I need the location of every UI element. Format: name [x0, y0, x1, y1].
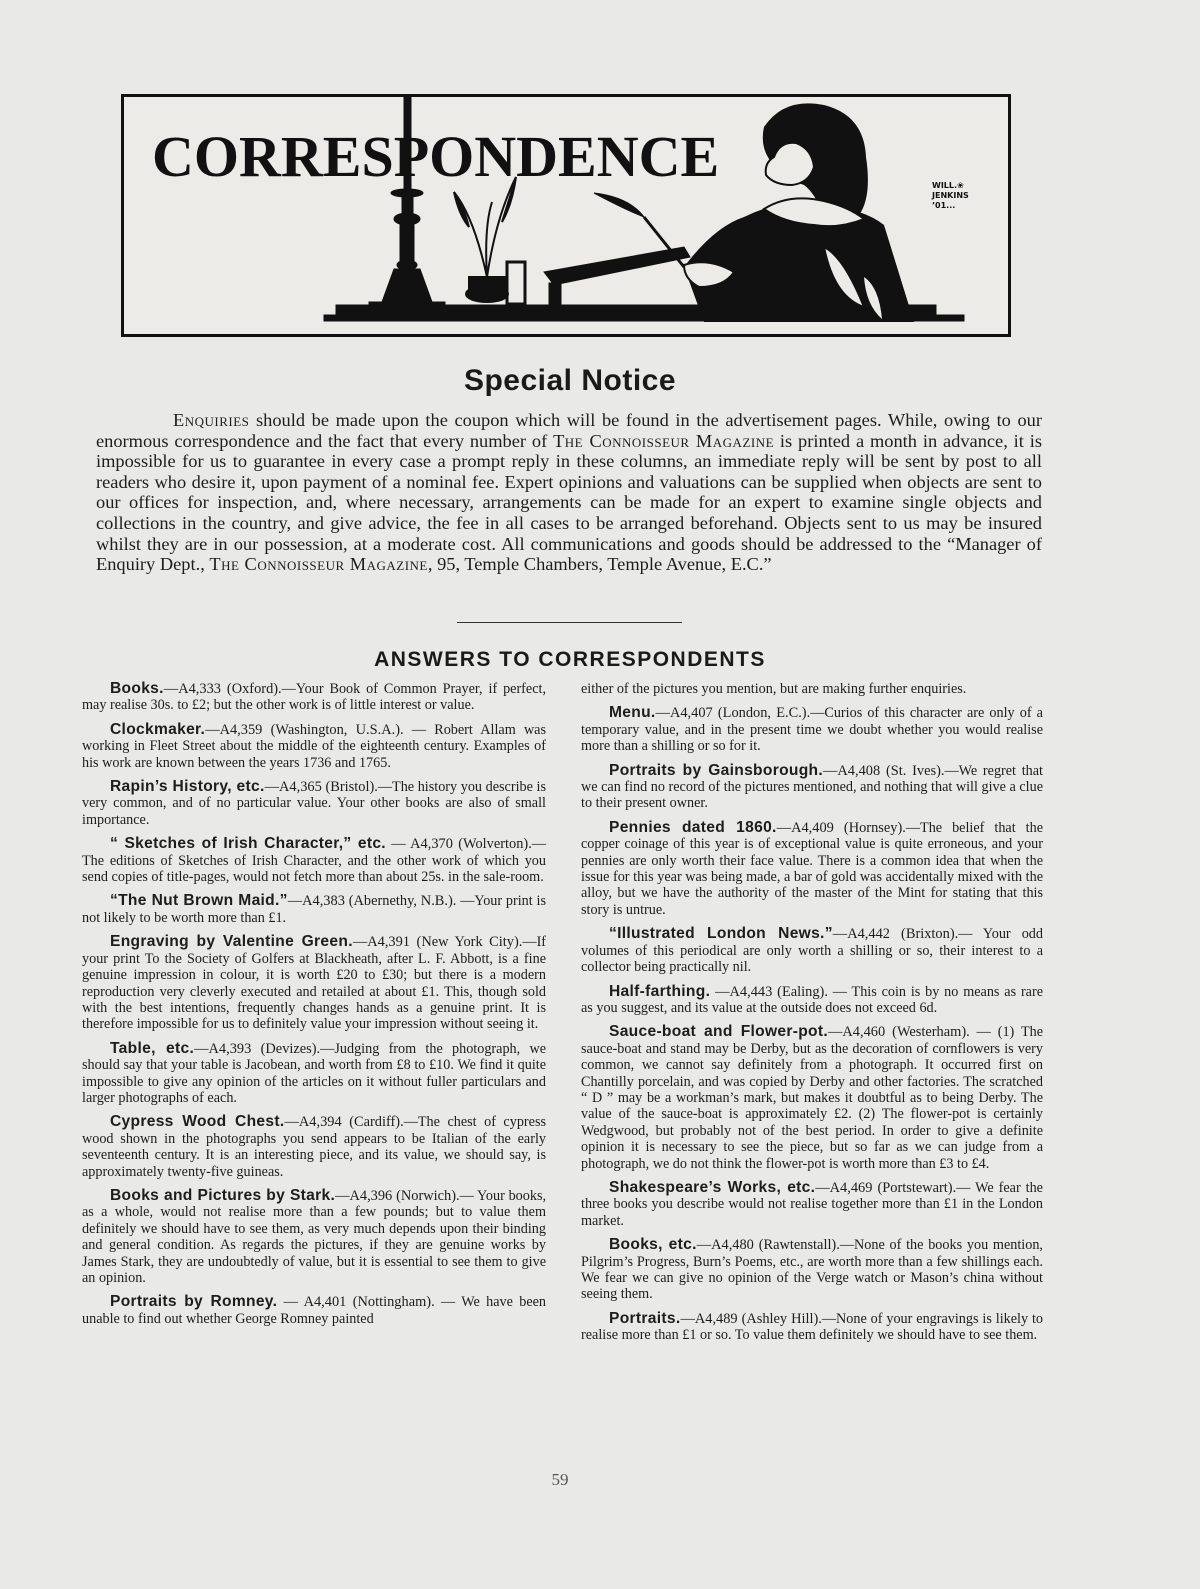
answer-reference: —A4,489 (Ashley Hill). — [680, 1310, 822, 1327]
answer-entry — [82, 836, 546, 885]
answer-body: — Your odd volumes of this periodical are only worth a shilling or so, their interest to a collector being practically nil. — [581, 926, 1043, 976]
answer-entry — [581, 820, 1043, 918]
answer-body: — (1) The sauce-boat and stand may be Derby, but as the decoration of cornflowers is very common, we cannot say definitely from a photograph. It occurred first on Chantilly porcelain, and was copied by Derby and other factories. The scratched “ D ” may be a workman’s mark, but makes it doubtful as to being Derby. The value of the sauce-boat is approximately £2. (2) The flower-pot is certainly Wedgwood, but probably not of the best period. In order to give a definite opinion it is necessary to see the piece, but so far as we can judge from a photograph, we do not think the flower-pot is worth more than £3 to £4. — [581, 1024, 1043, 1172]
answer-body: — Robert Allam was working in Fleet Street about the middle of the eighteenth century. Examples of his work are known between the years 1736 and 1765. — [82, 721, 547, 771]
magazine-name: The Connoisseur Magazine — [209, 554, 428, 575]
answer-reference: —A4,480 (Rawtenstall). — [696, 1237, 840, 1254]
notice-first-word: Enquiries — [173, 410, 250, 430]
answer-heading: Table, etc. — [110, 1039, 195, 1057]
answer-entry — [82, 1114, 546, 1180]
answer-body: —The editions of Sketches of Irish Character, and the other work of which you send copies of title-pages, would not fetch more than about 25s. in the sale-room. — [82, 836, 546, 886]
answers-left-column — [82, 681, 546, 1335]
answer-heading: “ Sketches of Irish Character,” etc. — [110, 835, 386, 853]
answer-heading: Books. — [110, 680, 164, 697]
answer-reference: —A4,409 (Hornsey). — [776, 819, 906, 836]
answer-reference: —A4,469 (Portstewart). — [815, 1179, 957, 1196]
answer-body: —Curios of this character are only of a temporary value, and in the present time we doubt whether you would realise more than a shilling or so for it. — [581, 705, 1043, 755]
answer-heading: Portraits by Romney. — [110, 1293, 278, 1311]
answer-reference: —A4,394 (Cardiff). — [284, 1114, 404, 1131]
answer-body: —The belief that the copper coinage of this year is of exceptional value is quite erroneous, and your pennies are only worth their face value. There is a common idea that when the issue for this year was being made, a bar of gold was accidentally mixed with the alloy, but we have the authority of the master of the Mint for stating that this story is untrue. — [581, 819, 1043, 918]
answer-entry — [82, 893, 546, 926]
answer-reference: —A4,460 (Westerham). — [828, 1024, 970, 1041]
answer-reference: —A4,391 (New York City). — [352, 934, 523, 951]
answer-heading: Portraits by Gainsborough. — [609, 761, 824, 779]
answer-reference: —A4,442 (Brixton). — [832, 926, 959, 943]
notice-text-part: is printed a month in advance, it is impossible for us to guarantee in every case a prompt reply in these columns, an immediate reply will be sent by post to all readers who desire it, upon payment of a nominal fee. Expert opinions and valuations can be supplied when objects are sent to our offices for inspection, and, where necessary, arrangements can be made for an expert to examine single objects and collections in the country, and give advice, the fee in all cases to be arranged beforehand. Objects sent to us may be insured whilst they are in our possession, at a moderate cost. All communications and goods should be addressed to the “Manager of Enquiry Dept., — [96, 430, 1043, 575]
answers-title: ANSWERS TO CORRESPONDENTS — [374, 648, 766, 671]
answer-reference: —A4,383 (Abernethy, N.B.). — [287, 893, 457, 910]
small-jar-icon — [507, 262, 525, 304]
answer-entry — [82, 722, 546, 771]
answer-body: — We fear the three books you describe would not realise together more than £1 in the London market. — [581, 1179, 1043, 1229]
answer-body: —The chest of cypress wood shown in the photographs you send appears to be Italian of the early seventeenth century. It is an interesting piece, and its value, we should say, is approximately twenty-five guineas. — [82, 1114, 546, 1180]
answer-entry — [581, 926, 1043, 975]
answer-heading: Engraving by Valentine Green. — [110, 933, 353, 951]
magazine-name: The Connoisseur Magazine — [553, 430, 775, 451]
answer-heading: Clockmaker. — [110, 720, 206, 738]
answer-heading: “Illustrated London News.” — [609, 925, 833, 943]
correspondence-banner — [121, 94, 1011, 337]
special-notice-text — [96, 410, 1042, 575]
answer-entry — [581, 1237, 1043, 1303]
answer-heading: Books and Pictures by Stark. — [110, 1186, 336, 1204]
answer-entry — [82, 1041, 546, 1107]
answer-reference: —A4,393 (Devizes). — [194, 1040, 321, 1057]
answer-entry — [82, 934, 546, 1032]
answer-body: — This coin is by no means as rare as you suggest, and its value at the outside does not exceed 6d. — [581, 983, 1043, 1016]
answer-reference: —A4,333 (Oxford). — [163, 681, 282, 697]
answer-heading: “The Nut Brown Maid.” — [110, 892, 288, 910]
answer-heading: Portraits. — [609, 1309, 681, 1327]
answer-body: — We have been unable to find out whether George Romney painted — [82, 1294, 547, 1327]
answer-body: —Judging from the photograph, we should say that your table is Jacobean, and worth from £8 to £10. We find it quite impossible to give any opinion of the articles on it without fuller particulars and larger photographs of each. — [82, 1040, 547, 1106]
answer-body: —We regret that we can find no record of the pictures mentioned, and nothing that will give a clue to their present owner. — [581, 762, 1043, 812]
answer-reference: —A4,359 (Washington, U.S.A.). — [205, 721, 404, 738]
answer-entry — [581, 1024, 1043, 1172]
answer-reference: —A4,407 (London, E.C.). — [655, 705, 811, 722]
answer-heading: Half-farthing. — [609, 982, 711, 1000]
continued-entry: either of the pictures you mention, but are making further enquiries. — [581, 681, 967, 697]
answer-entry — [82, 1188, 546, 1286]
answers-right-column — [581, 681, 1043, 1352]
answer-heading: Menu. — [609, 704, 656, 722]
answer-heading: Cypress Wood Chest. — [110, 1113, 285, 1131]
page-number: 59 — [551, 1470, 569, 1489]
answer-reference: — A4,401 (Nottingham). — [277, 1294, 435, 1311]
artist-signature: WILL.❀ JENKINS ’01... — [932, 181, 969, 210]
answer-heading: Books, etc. — [609, 1236, 697, 1254]
notice-text-part: should be made upon the coupon which will be found in the advertisement pages. While, owing to our enormous correspondence and the fact that every number of — [96, 410, 1042, 451]
answer-body: —Your print is not likely to be worth more than £1. — [82, 893, 546, 926]
answer-reference: —A4,365 (Bristol). — [264, 779, 378, 796]
answer-body: —None of your engravings is likely to realise more than £1 or so. To value them definitely we should have to see them. — [581, 1310, 1043, 1344]
answer-body: —The history you describe is very common, and of no particular value. Your other books are also of small importance. — [82, 779, 547, 828]
answer-reference: —A4,396 (Norwich). — [335, 1187, 460, 1204]
answer-reference: —A4,408 (St. Ives). — [823, 762, 945, 779]
answer-entry — [581, 1311, 1043, 1344]
answer-entry — [82, 681, 546, 714]
answer-body: —If your print To the Society of Golfers at Blackheath, after L. F. Abbott, is a fine genuine impression in colour, it is worth £20 to £30; but there is a modern reproduction very cleverly executed and retailed at about £1. This, though sold with the best intentions, frequently changes hands as a genuine print. It is therefore impossible for us to definitely value your impression without seeing it. — [82, 934, 547, 1033]
answer-reference: — A4,370 (Wolverton). — [385, 836, 532, 853]
special-notice-title: Special Notice — [463, 364, 677, 397]
answer-body: —None of the books you mention, Pilgrim’s Progress, Burn’s Poems, etc., are worth more than a few shillings each. We fear we can give no opinion of the Verge watch or Mason’s china without seeing them. — [581, 1237, 1043, 1303]
answer-entry — [581, 1180, 1043, 1229]
answer-entry — [581, 705, 1043, 754]
answer-heading: Sauce-boat and Flower-pot. — [609, 1023, 829, 1041]
answer-heading: Rapin’s History, etc. — [110, 778, 265, 796]
notice-text-part: , 95, Temple Chambers, Temple Avenue, E.C.” — [427, 554, 772, 575]
banner-title: CORRESPONDENCE — [152, 124, 720, 189]
answer-reference: —A4,443 (Ealing). — [710, 983, 828, 1000]
answer-entry — [82, 779, 546, 828]
answer-body: — Your books, as a whole, would not realise more than a few pounds; but to value them definitely we should have to see them, as very much depends upon their binding and general condition. As regards the pictures, if they are genuine works by James Stark, they are undoubtedly of value, but it is essential to see them to give an opinion. — [82, 1187, 547, 1286]
answer-heading: Pennies dated 1860. — [609, 818, 777, 836]
section-divider — [457, 622, 682, 623]
answer-heading: Shakespeare’s Works, etc. — [609, 1178, 816, 1196]
answer-entry — [581, 984, 1043, 1017]
answer-entry — [581, 763, 1043, 812]
answer-body: —Your Book of Common Prayer, if perfect, may realise 30s. to £2; but the other work is of little interest or value. — [82, 681, 546, 714]
answer-entry — [82, 1294, 546, 1327]
